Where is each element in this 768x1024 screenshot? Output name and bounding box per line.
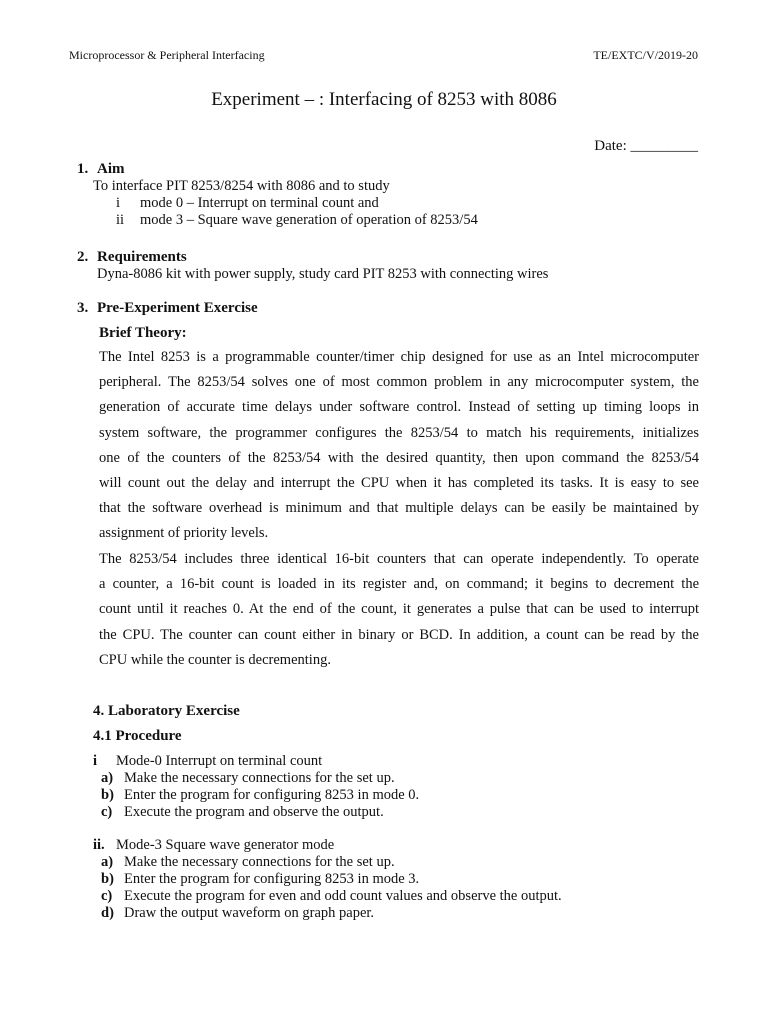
- brief-theory-heading: Brief Theory:: [99, 325, 187, 341]
- step-text: Enter the program for configuring 8253 in mode 3.: [124, 871, 420, 887]
- step-label: c): [101, 804, 113, 820]
- running-header-left: Microprocessor & Peripheral Interfacing: [69, 48, 265, 62]
- step-text: Execute the program for even and odd count values and observe the output.: [124, 888, 562, 904]
- text-line: assignment of priority levels.: [99, 525, 269, 542]
- text-line: will count out the delay and interrupt the CPU when it has completed its tasks. It is easy to see: [99, 474, 699, 491]
- text-line: that the software overhead is minimum and that multiple delays can be easily be maintained by: [99, 500, 699, 517]
- pre-experiment-heading: Pre-Experiment Exercise: [97, 300, 258, 316]
- theory-paragraph-2: [99, 547, 699, 673]
- text-line: count until it reaches 0. At the end of the count, it generates a pulse that can be used to interrupt: [99, 601, 699, 618]
- aim-item-text: mode 0 – Interrupt on terminal count and: [140, 195, 379, 211]
- requirements-number: 2.: [77, 249, 89, 265]
- step-text: Draw the output waveform on graph paper.: [124, 905, 375, 921]
- step-label: d): [101, 905, 114, 921]
- aim-heading: Aim: [97, 161, 125, 177]
- date-field: Date: _________: [594, 138, 698, 154]
- procedure-heading: 4.1 Procedure: [93, 728, 182, 744]
- step-text: Execute the program and observe the output.: [124, 804, 384, 820]
- text-line: the CPU. The counter can count either in binary or BCD. In addition, a count can be read by the: [99, 626, 699, 643]
- text-line: one of the counters of the 8253/54 with the desired quantity, then upon command the 8253/54: [99, 449, 699, 466]
- text-line: a counter, a 16-bit count is loaded in its register and, on command; it begins to decrement the: [99, 576, 699, 593]
- mode0-title: Mode-0 Interrupt on terminal count: [116, 753, 323, 769]
- step-label: c): [101, 888, 113, 904]
- text-line: generation of accurate time delays under software control. Instead of setting up timing loops in: [99, 399, 699, 416]
- theory-paragraph-1: [99, 345, 699, 547]
- aim-item-marker: ii: [116, 212, 125, 228]
- text-line: CPU while the counter is decrementing.: [99, 651, 331, 668]
- text-line: The 8253/54 includes three identical 16-bit counters that can operate independently. To operate: [99, 551, 699, 567]
- lab-exercise-heading: 4. Laboratory Exercise: [93, 703, 240, 719]
- document-title: Experiment – : Interfacing of 8253 with 8086: [211, 89, 557, 110]
- step-label: b): [101, 787, 114, 803]
- step-text: Make the necessary connections for the set up.: [124, 770, 395, 786]
- step-text: Enter the program for configuring 8253 in mode 0.: [124, 787, 420, 803]
- aim-intro: To interface PIT 8253/8254 with 8086 and to study: [93, 178, 390, 194]
- step-label: a): [101, 854, 114, 870]
- mode3-marker: ii.: [93, 837, 105, 853]
- aim-item-marker: i: [116, 195, 121, 211]
- running-header-right: TE/EXTC/V/2019-20: [593, 48, 698, 62]
- text-line: The Intel 8253 is a programmable counter/timer chip designed for use as an Intel microcomputer: [99, 349, 699, 365]
- aim-item-text: mode 3 – Square wave generation of operation of 8253/54: [140, 212, 478, 228]
- aim-number: 1.: [77, 161, 89, 177]
- step-label: b): [101, 871, 114, 887]
- requirements-heading: Requirements: [97, 249, 187, 265]
- step-label: a): [101, 770, 114, 786]
- text-line: peripheral. The 8253/54 solves one of most common problem in any microcomputer system, the: [99, 374, 699, 391]
- mode3-title: Mode-3 Square wave generator mode: [116, 837, 335, 853]
- mode0-marker: i: [93, 753, 98, 769]
- text-line: system software, the programmer configures the 8253/54 to match his requirements, initializes: [99, 424, 699, 441]
- step-text: Make the necessary connections for the set up.: [124, 854, 395, 870]
- pre-experiment-number: 3.: [77, 300, 89, 316]
- requirements-text: Dyna-8086 kit with power supply, study card PIT 8253 with connecting wires: [97, 266, 549, 282]
